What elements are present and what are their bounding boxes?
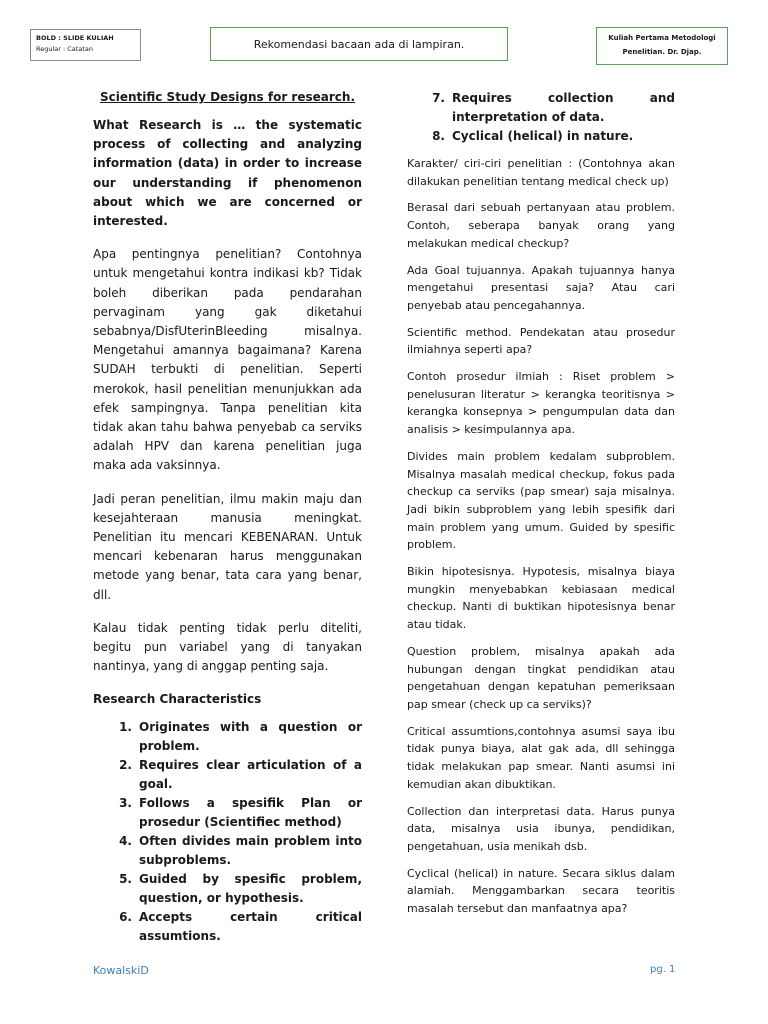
note-paragraph: Critical assumtions,contohnya asumsi saya ibu tidak punya biaya, alat gak ada, dll sehingga tidak melakukan pap smear. Nanti asumsi ini kemudian akan dibuktikan. <box>407 724 675 791</box>
legend-regular-line: Regular : Catatan <box>36 45 93 53</box>
list-item <box>93 832 362 870</box>
characteristics-heading: Research Characteristics <box>93 692 262 707</box>
importance-paragraph: Apa pentingnya penelitian? Contohnya untuk mengetahui kontra indikasi kb? Tidak boleh diberikan pada pendarahan pervaginam yang gak diketahui sebabnya/DisfUterinBleeding misalnya. Mengetahui amannya bagaimana? Karena SUDAH terbukti di penelitian. Seperti merokok, hasil penelitian menunjukkan ada efek sampingnya. Tanpa penelitian kita tidak akan tahu bahwa penyebab ca serviks adalah HPV dan karena penelitian juga maka ada vaksinnya. <box>93 247 362 473</box>
list-text: Requires collection and interpretation of data. <box>452 91 675 124</box>
course-info-box <box>596 27 728 65</box>
note-paragraph: Berasal dari sebuah pertanyaan atau problem. Contoh, seberapa banyak orang yang melakukan medical checkup? <box>407 201 675 250</box>
list-item <box>93 756 362 794</box>
reading-recommendation-box <box>210 27 508 61</box>
note-paragraph: Scientific method. Pendekatan atau prosedur ilmiahnya seperti apa? <box>407 325 675 357</box>
role-paragraph: Jadi peran penelitian, ilmu makin maju dan kesejahteraan manusia meningkat. Penelitian itu mencari KEBENARAN. Untuk mencari kebenaran harus menggunakan metode yang benar, tata cara yang benar, dll. <box>93 491 362 602</box>
list-number: 3. <box>119 796 132 811</box>
characteristics-list <box>93 718 362 946</box>
right-column <box>407 89 675 927</box>
list-text: Requires clear articulation of a goal. <box>139 758 362 792</box>
research-definition: What Research is … the systematic process of collecting and analyzing information (data) in order to increase our understanding if phenomenon about which we are concerned or interested. <box>93 118 362 229</box>
course-title-line: Kuliah Pertama Metodologi <box>608 34 716 42</box>
note-paragraph: Collection dan interpretasi data. Harus punya data, misalnya usia ibunya, pendidikan, pengetahuan, usia menikah dsb. <box>407 804 675 853</box>
note-paragraph: Cyclical (helical) in nature. Secara siklus dalam alamiah. Menggambarkan secara teoritis masalah tersebut dan manfaatnya apa? <box>407 866 675 916</box>
list-item <box>93 908 362 946</box>
list-item <box>407 127 675 146</box>
legend-bold-line: BOLD : SLIDE KULIAH <box>36 34 114 42</box>
list-number: 7. <box>432 91 445 105</box>
list-text: Originates with a question or problem. <box>139 720 362 754</box>
format-legend-box <box>30 29 141 61</box>
list-text: Accepts certain critical assumtions. <box>139 910 362 944</box>
note-paragraph: Ada Goal tujuannya. Apakah tujuannya hanya mengetahui presentasi saja? Atau cari penyebab atau pencegahannya. <box>407 263 675 312</box>
list-number: 8. <box>432 129 445 143</box>
note-paragraph: Question problem, misalnya apakah ada hubungan dengan tingkat pendidikan atau pengetahuan dengan kepatuhan pemeriksaan pap smear (check up ca serviks)? <box>407 644 675 711</box>
list-number: 4. <box>119 834 132 849</box>
list-text: Follows a spesifik Plan or prosedur (Scientifiec method) <box>139 796 362 830</box>
note-paragraph: Bikin hipotesisnya. Hypotesis, misalnya biaya mungkin menyebabkan kebiasaan medical checkup. Nanti di buktikan hipotesisnya benar atau tidak. <box>407 565 675 632</box>
list-number: 6. <box>119 910 132 925</box>
characteristics-list-continued <box>407 89 675 146</box>
list-number: 5. <box>119 872 132 887</box>
list-item <box>93 870 362 908</box>
variables-paragraph: Kalau tidak penting tidak perlu diteliti, begitu pun variabel yang di tanyakan nantinya, yang di anggap penting saja. <box>93 620 362 674</box>
list-text: Guided by spesific problem, question, or hypothesis. <box>139 872 362 906</box>
list-item <box>407 89 675 127</box>
note-paragraph: Karakter/ ciri-ciri penelitian : (Contohnya akan dilakukan penelitian tentang medical check up) <box>407 157 675 188</box>
list-item <box>93 718 362 756</box>
page-number: pg. 1 <box>650 964 676 975</box>
list-text: Often divides main problem into subproblems. <box>139 834 362 868</box>
note-paragraph: Contoh prosedur ilmiah : Riset problem > penelusuran literatur > kerangka teoritisnya > kerangka konsepnya > pengumpulan data dan analisis > kesimpulannya apa. <box>407 370 675 437</box>
document-title: Scientific Study Designs for research. <box>99 90 356 104</box>
list-item <box>93 794 362 832</box>
course-lecturer-line: Penelitian. Dr. Djap. <box>622 48 702 56</box>
note-paragraph: Divides main problem kedalam subproblem. Misalnya masalah medical checkup, fokus pada checkup ca serviks (pap smear) saja misalnya. Jadi bikin subproblem yang lebih spesifik dari main problem yang umum. Guided by spesific problem. <box>407 449 675 552</box>
list-number: 2. <box>119 758 132 773</box>
reading-recommendation-text: Rekomendasi bacaan ada di lampiran. <box>253 37 465 51</box>
list-number: 1. <box>119 720 132 735</box>
left-column <box>93 89 362 946</box>
footer-author: KowalskiD <box>93 964 149 977</box>
list-text: Cyclical (helical) in nature. <box>452 129 634 143</box>
